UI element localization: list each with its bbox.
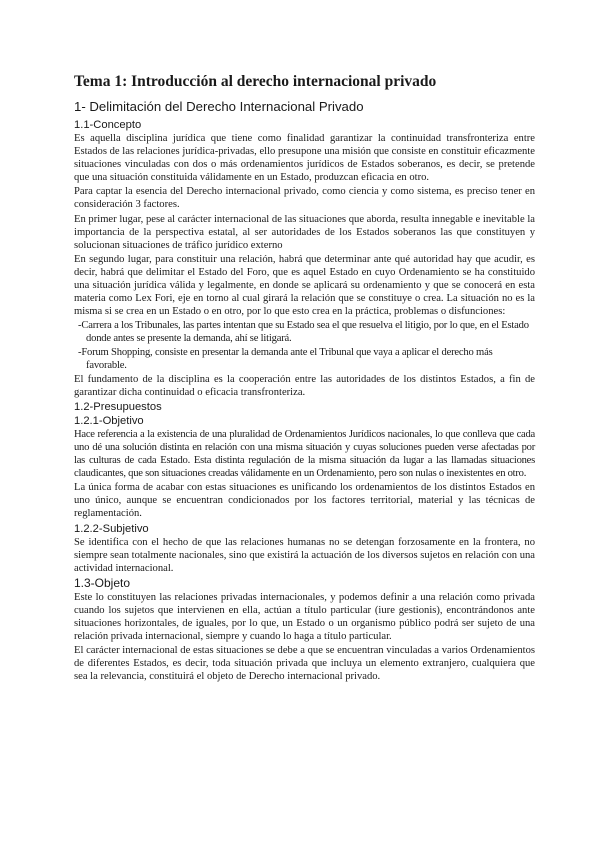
subsection-heading-subjetivo: 1.2.2-Subjetivo [74,522,149,535]
objetivo-paragraph-2: La única forma de acabar con estas situaciones es unificando los ordenamientos de los distintos Estados en uno único, aunque se encuentran condicionados por los factores territorial, material y las técnicas de reglamentación. [74,482,535,520]
concepto-paragraph-1: Es aquella disciplina jurídica que tiene como finalidad garantizar la continuidad transfronteriza entre Estados de las relaciones jurídica-privadas, ello presupone una misión que consiste en constituir eficazmente situaciones vinculadas con dos o más ordenamientos jurídicos de Estados soberanos, es decir, se pretende que una situación constituida válidamente en un Estado, produzcan eficacia en otro. [74,133,535,184]
concepto-paragraph-2: Para captar la esencia del Derecho internacional privado, como ciencia y como sistema, es preciso tener en consideración 3 factores. [74,186,535,211]
list-item: -Carrera a los Tribunales, las partes intentan que su Estado sea el que resuelva el litigio, por lo que, en el Estado donde antes se presente la demanda, ahí se litigará. [78,320,529,345]
subjetivo-paragraph-1: Se identifica con el hecho de que las relaciones humanas no se detengan forzosamente en la frontera, no siempre sean totalmente nacionales, sino que existirá la actuación de los diversos sujetos en relación con una actividad internacional. [74,536,535,574]
list-item: -Forum Shopping, consiste en presentar la demanda ante el Tribunal que vaya a aplicar el derecho más favorable. [78,346,493,371]
document-title: Tema 1: Introducción al derecho internacional privado [74,73,437,90]
section-heading-delimitacion: 1- Delimitación del Derecho Internacional Privado [74,99,364,114]
concepto-paragraph-3: En primer lugar, pese al carácter internacional de las situaciones que aborda, resulta innegable e inevitable la importancia de la perspectiva estatal, al ser autoridades de los Estados soberanos las que constituyen y solucionan situaciones de tráfico jurídico externo [74,213,535,251]
objeto-paragraph-1: Este lo constituyen las relaciones privadas internacionales, y podemos definir a una relación como privada cuando los sujetos que intervienen en ella, actúan a título particular (iure gestionis), encontrándonos ante situaciones horizontales, de iguales, por lo que, un Estado o un organismo público podrá ser sujeto de una relación privada internacional, siempre y cuando lo haga a título particular. [74,591,535,643]
concepto-paragraph-4: En segundo lugar, para constituir una relación, habrá que determinar ante qué autoridad hay que acudir, es decir, habrá que delimitar el Estado del Foro, que es aquel Estado en cuyo Ordenamiento se ha constituido una situación jurídica válida y legalmente, en donde se aplicará su ordenamiento y que se conocerá en esta materia como Lex Fori, eje en torno al cual girará la relación que se constituye o crea. La situación no es la misma si se crea en un Estado o en otro, por lo que esto crea en la práctica, problemas o disfunciones: [74,253,535,318]
subsection-heading-presupuestos: 1.2-Presupuestos [74,400,162,413]
subsection-heading-objetivo: 1.2.1-Objetivo [74,414,144,427]
disfunciones-list [74,319,535,371]
objeto-paragraph-2: El carácter internacional de estas situaciones se debe a que se encuentran vinculadas a varios Ordenamientos de diferentes Estados, es decir, toda situación privada que incluya un elemento extranjero, cualquiera que sea la relevancia, constituirá el objeto de Derecho internacional privado. [74,645,535,683]
subsection-heading-concepto: 1.1-Concepto [74,119,142,131]
concepto-paragraph-5: El fundamento de la disciplina es la cooperación entre las autoridades de los distintos Estados, a fin de garantizar dicha continuidad o eficacia transfronteriza. [74,373,535,398]
objetivo-paragraph-1: Hace referencia a la existencia de una pluralidad de Ordenamientos Jurídicos nacionales, lo que conlleva que cada uno dé una solución distinta en relación con una misma situación y cuyas soluciones pueden verse afectadas por las culturas de cada Estado. Esta distinta regulación de la misma situación da lugar a las llamadas situaciones claudicantes, que son situaciones creadas válidamente en un Ordenamiento, pero son nulas o inexistentes en otro. [74,428,535,480]
subsection-heading-objeto: 1.3-Objeto [74,575,131,590]
